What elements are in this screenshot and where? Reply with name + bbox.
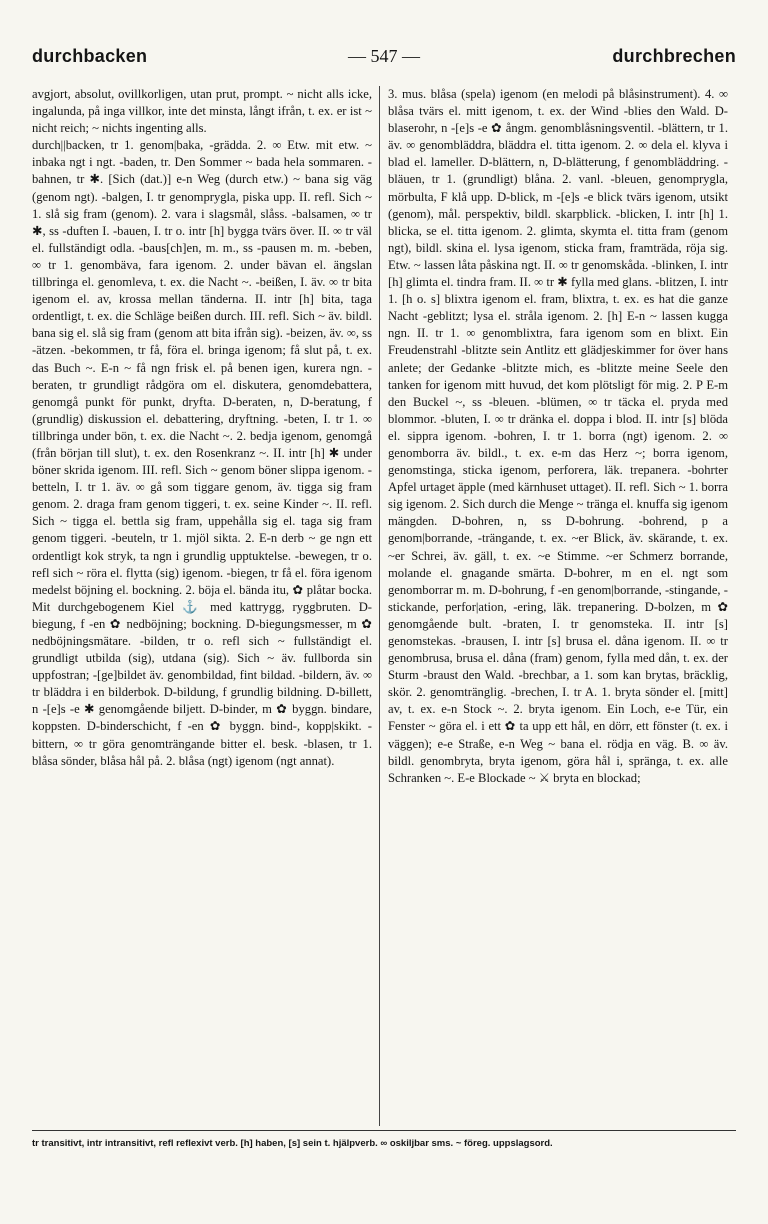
column-divider <box>379 86 380 1126</box>
page-header <box>32 46 736 74</box>
left-paragraph-1: avgjort, absolut, ovillkorligen, utan prut, prompt. ~ nicht alls icke, ingalunda, på inga villkor, inte det minsta, långt ifrån, t. ex. er ist ~ nicht reich; ~ nichts ingenting alls. <box>32 87 372 136</box>
left-paragraph-2: durch||backen, tr 1. genom|baka, -grädda. 2. ∞ Etw. mit etw. ~ inbaka ngt i ngt. -baden, tr. Den Sommer ~ bada hela sommaren. -bahnen, tr ✱. [Sich (dat.)] e-n Weg (durch etw.) ~ bana sig väg (genom ngt). -balgen, I. tr genomprygla, piska upp. II. refl. Sich ~ 1. slå sig fram (genom). 2. vara i slagsmål, slåss. -balsamen, ∞ tr ✱, ss -duften I. -bauen, I. tr o. intr [h] bygga tvärs över. II. ∞ tr väl el. fullständigt odla. -baus[ch]en, m. m., ss -pausen m. m. -beben, ∞ tr 1. genombäva, fara igenom. 2. under bävan el. ängslan tillbringa el. genomleva, t. ex. die Nacht ~. -beißen, I. äv. ∞ tr bita igenom el. av, krossa mellan tänderna. II. intr [h] bita, taga ordentligt, t. ex. die Schläge beißen durch. III. refl. Sich ~ äv. bildl. bana sig el. slå sig fram (genom att bita ifrån sig). -beizen, äv. ∞, ss -ätzen. -bekommen, tr få, föra el. bringa igenom; få slut på, t. ex. das Buch ~. E-n ~ få ngn frisk el. på benen igen, kurera ngn. -beraten, tr grundligt rådgöra om el. diskutera, genomdebattera, genomgå punkt för punkt, dryfta. D-beraten, n, D-beratung, f (grundlig) diskussion el. debattering, dryftning. -beten, I. tr 1. ∞ tillbringa under bön, t. ex. die Nacht ~. 2. bedja igenom, genomgå (från början till slut), t. ex. den Rosenkranz ~. II. intr [h] ✱ under böner skrida igenom. III. refl. Sich ~ genom böner slippa igenom. -betteln, I. tr 1. äv. ∞ gå som tiggare genom, äv. tigga sig fram genom. 2. draga fram genom tiggeri, t. ex. seine Kinder ~. II. refl. Sich ~ tigga el. bettla sig fram, uppehålla sig el. taga sig fram genom tiggeri. -beuteln, tr 1. mjöl sikta. 2. E-n derb ~ ge ngn ett ordentligt kok stryk, ta ngn i grundlig upptuktelse. -bewegen, tr o. refl sich ~ röra el. flytta (sig) igenom. -biegen, tr få el. föra igenom medelst böjning el. bockning. 2. böja el. bända itu, ✿ plåtar bocka. Mit durchgebogenem Kiel ⚓ med kattrygg, ryggbruten. D-biegung, f -en ✿ nedböjning; bockning. D-biegungsmesser, m ✿ nedböjningsmätare. -bilden, tr o. refl sich ~ fullständigt el. grundligt utbilda (sig), utdana (sig). Sich ~ äv. fullborda sin uppfostran; -[ge]bildet äv. genombildad, fint bildad. -bildern, äv. ∞ tr bläddra i en bilderbok. D-bildung, f grundlig bildning. D-billett, n -[e]s -e ✱ genomgående biljett. D-binder, m ✿ byggn. bindare, koppsten. D-binderschicht, f -en ✿ byggn. bind-, kopp|skikt. -bittern, ∞ tr göra genomträngande bitter el. besk. -blasen, tr 1. blåsa sönder, blåsa hål på. 2. blåsa (ngt) igenom (ngt annat). <box>32 138 372 768</box>
left-column <box>32 86 372 1126</box>
footer-divider <box>32 1130 736 1131</box>
abbreviation-legend: tr transitivt, intr intransitivt, refl reflexivt verb. [h] haben, [s] sein t. hjälpverb. ∞ oskiljbar sms. ~ föreg. uppslagsord. <box>32 1138 553 1149</box>
header-last-entry: durchbrechen <box>612 46 736 66</box>
right-column <box>388 86 728 1126</box>
right-paragraph-1: 3. mus. blåsa (spela) igenom (en melodi på blåsinstrument). 4. ∞ blåsa tvärs el. mitt igenom, t. ex. der Wind -blies den Wald. D-blaserohr, n -[e]s -e ✿ ångm. genomblåsningsventil. -blättern, tr 1. äv. ∞ genombläddra, bläddra el. titta igenom. 2. ∞ dela el. klyva i blad el. lameller. D-blättern, n, D-blätterung, f genombläddring. -bläuen, tr 1. (grundligt) blåna. 2. vanl. -bleuen, genomprygla, mörbulta, F klå upp. D-blick, m -[e]s -e blick tvärs igenom, utsikt (genom), mål. perspektiv, bildl. skarpblick. -blicken, I. intr [h] 1. blicka, se el. titta igenom. 2. glimta, skymta el. titta fram (genom ngt), bildl. skina el. lysa igenom, sticka fram, framträda, röja sig. Etw. ~ lassen låta påskina ngt. II. ∞ tr genomskåda. -blinken, I. intr [h] glimta el. tindra fram. II. ∞ tr ✱ fylla med glans. -blitzen, I. intr 1. [h o. s] blixtra igenom el. fram, blixtra, t. ex. es hat die ganze Nacht -geblitzt; lysa el. stråla igenom. 2. [h] E-n ~ lassen kugga ngn. II. tr 1. ∞ genomblixtra, fara igenom som en blixt. Ein Freudenstrahl -blitzte sein Antlitz ett glädjeskimmer for över hans anlete; der Gedanke -blitzte mich, es -blitzte meine Seele den tanken for igenom mitt huvud, det kom plötsligt för mig. 2. P E-m den Buckel ~, ss -bleuen. -blümen, ∞ tr täcka el. pryda med blommor. -bluten, I. ∞ tr dränka el. doppa i blod. II. intr [s] blöda el. sippra igenom. -bohren, I. tr 1. borra (ngt) igenom. 2. ∞ genomborra äv. bildl., t. ex. e-m das Herz ~; borra igenom, genomstinga, sticka igenom, perforera, läk. trepanera. -bohrter Apfel urtaget äpple (med kärnhuset uttaget). II. refl. Sich ~ 1. borra sig igenom. 2. Sich durch die Menge ~ tränga el. knuffa sig igenom mängden. D-bohren, n, ss D-bohrung. -bohrend, p a genom|borrande, -trängande, t. ex. ~er Blick, äv. skärande, t. ex. ~er Schrei, äv. gäll, t. ex. ~e Stimme. ~er Schmerz borrande, molande el. gnagande smärta. D-bohrer, m en el. ngt som genomborrar m. m. D-bohrung, f -en genom|borrande, -stingande, -stickande, perfor|ation, -ering, läk. trepanering. D-bolzen, m ✿ genomgående bult. -braten, I. tr genomsteka. II. intr [s] genomstekas. -brausen, I. intr [s] brusa el. dåna igenom. II. ∞ tr genombrusa, brusa el. dåna (fram) genom, fylla med dån, t. ex. der Sturm -braust den Wald. -brechbar, a 1. som kan brytas, bräcklig, skör. 2. genomtränglig. -brechen, I. tr A. 1. bryta sönder el. [mitt] av, t. ex. e-n Stock ~. 2. bryta igenom. Ein Loch, e-e Tür, ein Fenster ~ göra el. i ett ✿ ta upp ett hål, en dörr, ett fönster (t. ex. i väggen); e-e Straße, e-n Weg ~ bana el. rödja en väg. B. ∞ äv. bildl. genombryta, bryta igenom, göra hål i, spränga, t. ex. alle Schranken ~. E-e Blockade ~ ⚔ bryta en blockad; <box>388 87 728 785</box>
dictionary-page <box>32 46 736 785</box>
page-number: — 547 — <box>348 46 420 66</box>
text-columns <box>32 86 736 1126</box>
header-first-entry: durchbacken <box>32 46 148 66</box>
